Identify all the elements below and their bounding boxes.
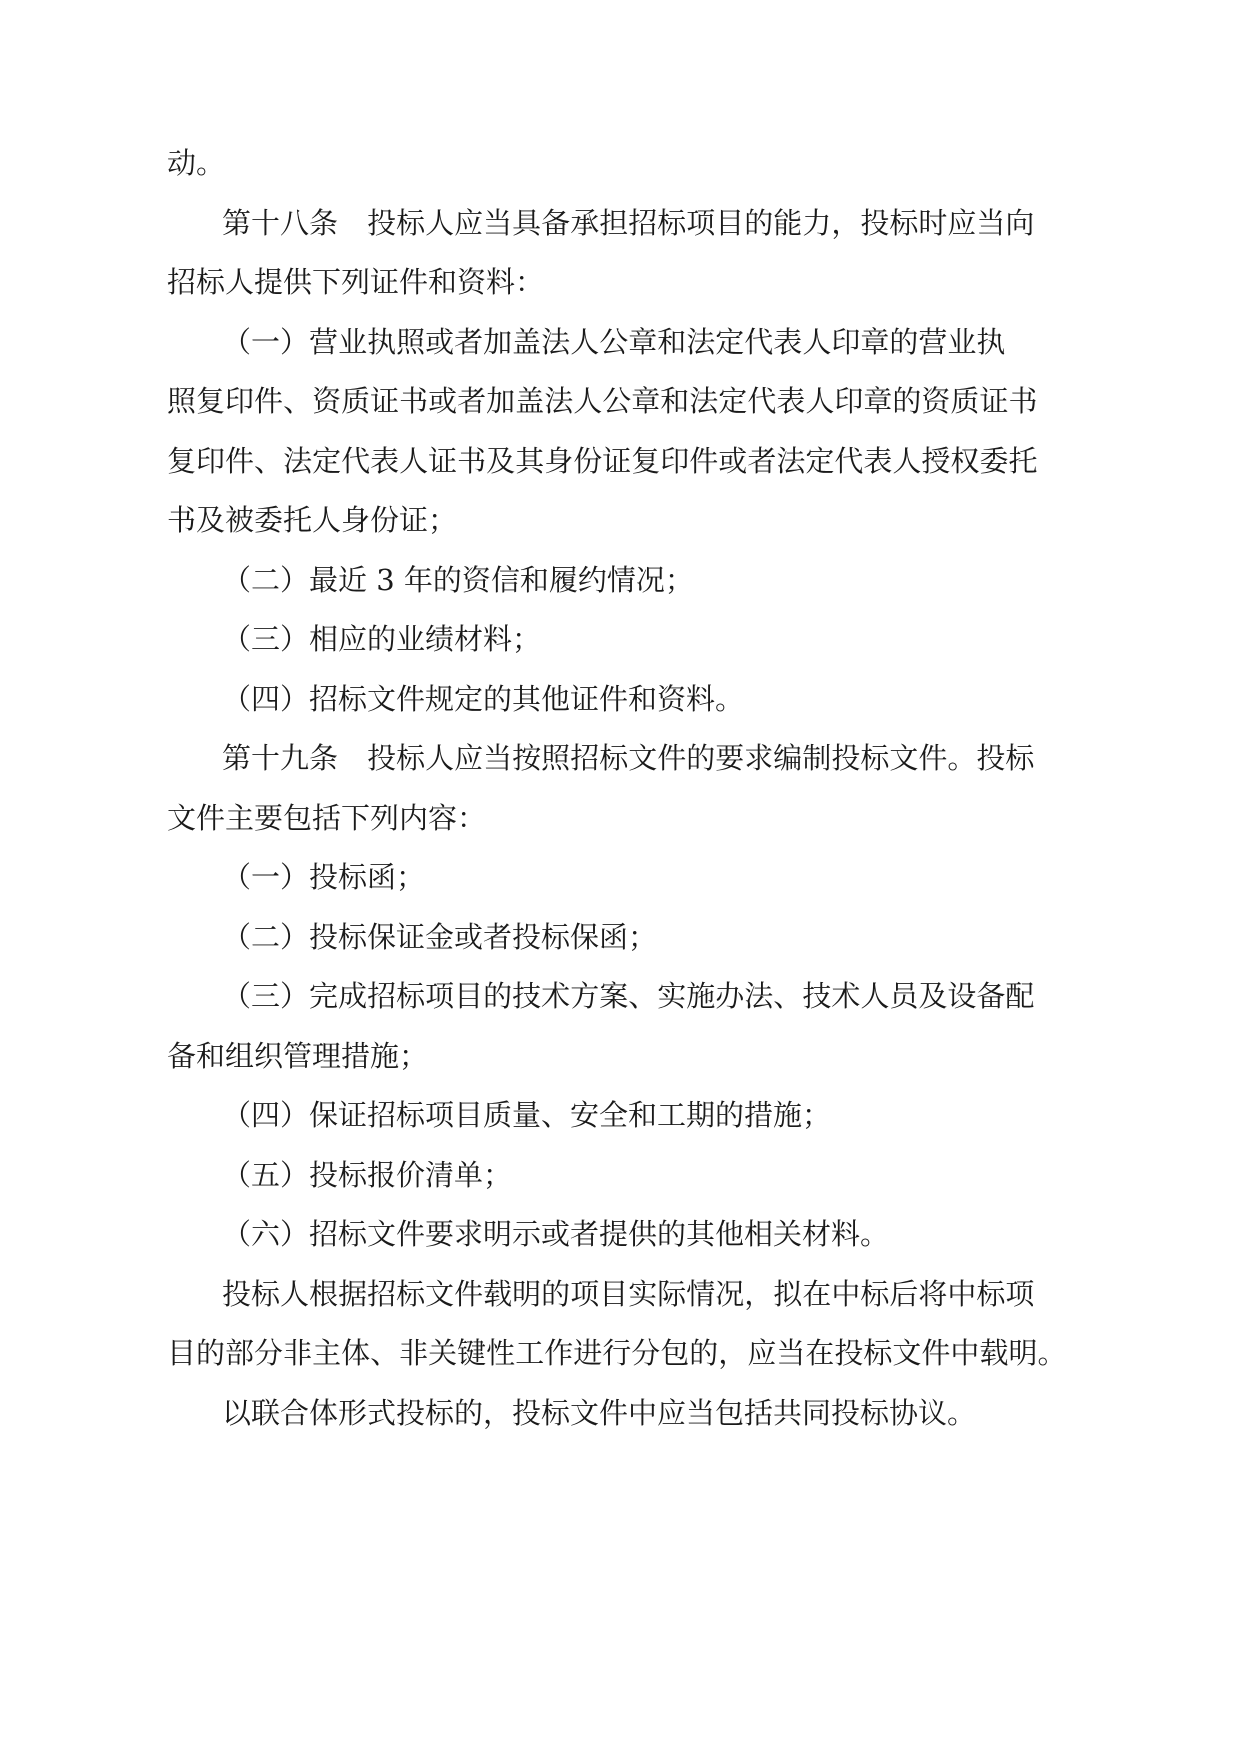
- text-line: 备和组织管理措施；: [167, 1039, 429, 1073]
- text-line: （六）招标文件要求明示或者提供的其他相关材料。: [222, 1217, 890, 1251]
- text-line: （四）招标文件规定的其他证件和资料。: [222, 682, 745, 716]
- text-line: 文件主要包括下列内容：: [167, 801, 487, 835]
- text-line: （一）投标函；: [222, 860, 426, 894]
- text-line: （ 三 ） 完 成 招 标 项 目 的 技 术 方 案 、 实 施 办 法 、 技 术 人 员 及 设 备 配: [222, 979, 1035, 1013]
- text-line: （ 一 ） 营 业 执 照 或 者 加 盖 法 人 公 章 和 法 定 代 表 人 印 章 的 营 业 执: [222, 325, 1006, 359]
- text-line: 以联合体形式投标的，投标文件中应当包括共同投标协议。: [222, 1396, 977, 1430]
- text-line: （二）最近 3 年的资信和履约情况；: [222, 563, 694, 597]
- text-line: 复 印 件 、 法 定 代 表 人 证 书 及 其 身 份 证 复 印 件 或 者 法 定 代 表 人 授 权 委 托: [167, 444, 1038, 478]
- text-line: （二）投标保证金或者投标保函；: [222, 920, 658, 954]
- text-line: 书及被委托人身份证；: [167, 503, 458, 537]
- text-line: 目 的 部 分 非 主 体 、 非 关 键 性 工 作 进 行 分 包 的 ， 应 当 在 投 标 文 件 中 载 明 。: [167, 1336, 1067, 1370]
- text-line: 照 复 印 件 、 资 质 证 书 或 者 加 盖 法 人 公 章 和 法 定 代 表 人 印 章 的 资 质 证 书: [167, 384, 1038, 418]
- text-line: （三）相应的业绩材料；: [222, 622, 542, 656]
- text-line: 投 标 人 根 据 招 标 文 件 载 明 的 项 目 实 际 情 况 ， 拟 在 中 标 后 将 中 标 项: [222, 1277, 1035, 1311]
- text-line: 第 十 八 条 投 标 人 应 当 具 备 承 担 招 标 项 目 的 能 力 ， 投 标 时 应 当 向: [222, 206, 1035, 240]
- text-line: （五）投标报价清单；: [222, 1158, 513, 1192]
- text-line: 招标人提供下列证件和资料：: [167, 265, 545, 299]
- text-line: 第 十 九 条 投 标 人 应 当 按 照 招 标 文 件 的 要 求 编 制 投 标 文 件 。 投 标: [222, 741, 1035, 775]
- text-line: （四）保证招标项目质量、安全和工期的措施；: [222, 1098, 832, 1132]
- text-line: 动。: [167, 146, 226, 180]
